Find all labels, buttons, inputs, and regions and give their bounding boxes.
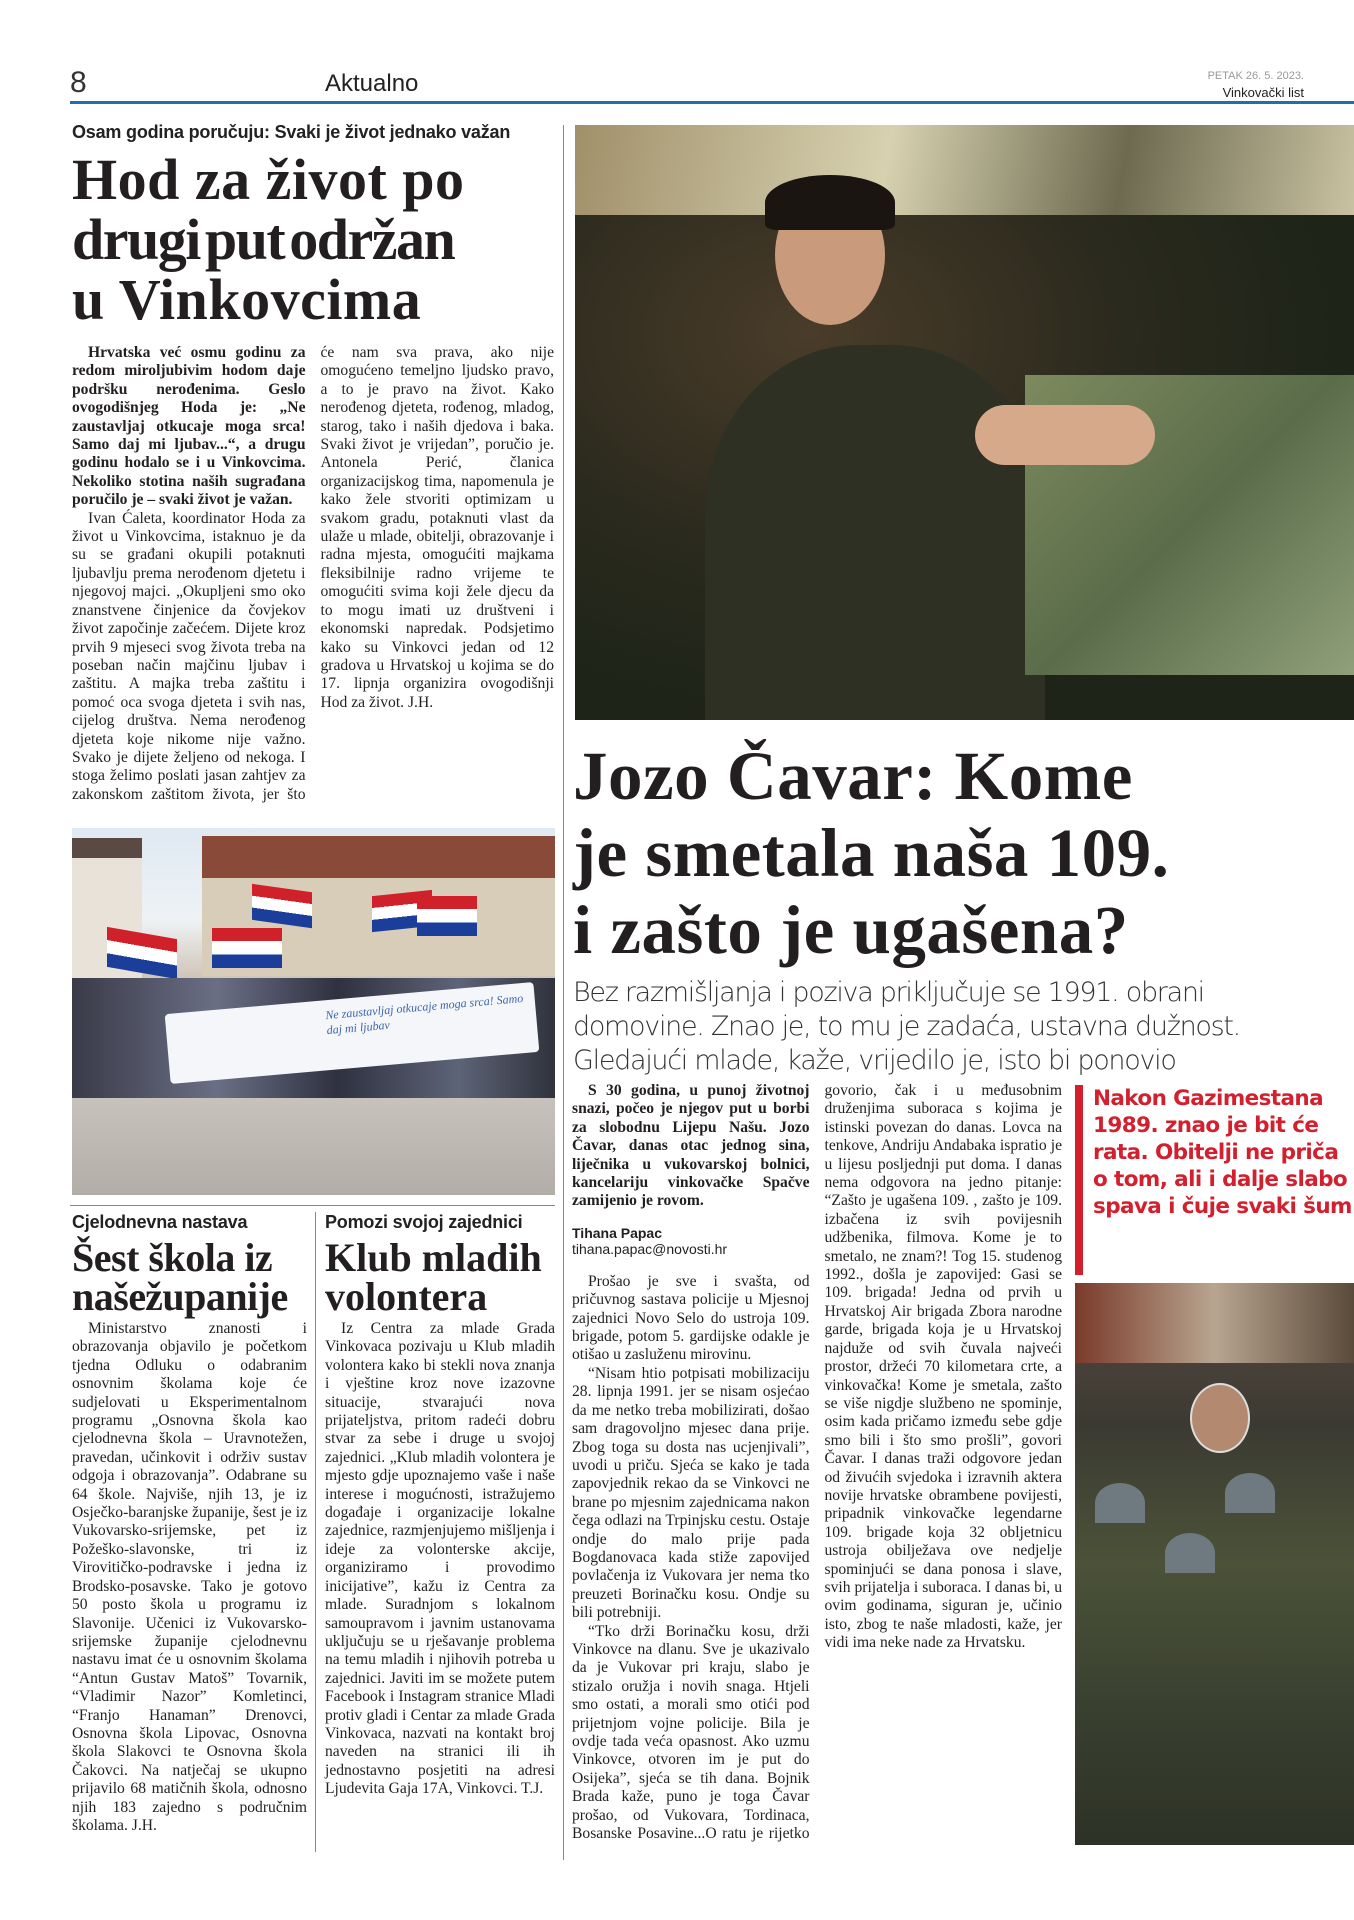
article2-kicker: Cjelodnevna nastava (72, 1212, 248, 1232)
newspaper-name: Vinkovački list (1222, 85, 1304, 100)
headline-line: Jozo Čavar: Kome (573, 738, 1133, 814)
headline-line: Šest škola iz (72, 1235, 273, 1280)
article2-headline (72, 1235, 312, 1319)
brigade-photo (1075, 1283, 1354, 1845)
article4-paragraph: “Tko drži Borinačku kosu, drži Vinkovce na dlanu. Sve je ukazivalo da je Vukovar pri kraju, slabo je stizalo oružja i novih snaga. Htjeli smo ostati, a morali smo otići pod prijetnjom vojne policije. Bila je ovdje tada veća opasnost. Ako uzmu Vinkovce, otvoren im je put do Osijeka”, sjeća se tih dana. Bojnik Brada kaže, puno je toga Čavar prošao, od Vukovara, Tordinaca, Bosanske Posavine...O ratu je rijetko govorio, čak i u međusobnim druženjima suboraca s kojima je istinski povezan do danas. Lovca na tenkove, Andriju Andabaka ispratio je u lijesu posljednji put doma. I danas nema odgovora na jedno pitanje: “Zašto je ugašena 109. , zašto je 109. izbačena iz svih povijesnih udžbenika, filmova. Kome je to smetalo, ne znam?! Tog 15. studenog 1992., došla je zapovijed: Gasi se 109. brigada! Jedna od prvih u Hrvatskoj Air brigada Zbora narodne garde, brigada koja je u Hrvatskoj najduže od svih čuvala najveći prostor, držeći 70 kilometara crte, a vinkovačka! Kome je smetala, zašto se više nigdje službeno ne spominje, osim kada pričamo između sebe gdje smo bili i što smo prošli”, govori Čavar. I danas traži odgovore jedan od živućih svjedoka i izravnih aktera novije hrvatske obrambene povijesti, pripadnik vinkovačke legendarne 109. brigade koja 32 obljetnicu ustroja obilježava ove nedjelje spominjući se dana ponosa i slave, svih prijatelja i suboraca. I danas bi, u ovim godinama, siguran je, učinio isto, zbog te naše mladosti, kaže, jer vidi ima neke nade za Hrvatsku. (572, 1082, 1062, 1843)
article4-subheadline: Bez razmišljanja i poziva priključuje se 1991. obrani domovine. Znao je, to mu je zadaća, ustavna dužnost. Gledajući mlade, kaže, vrijedilo je, isto bi ponovio (573, 977, 1240, 1076)
article2-paragraph: Ministarstvo znanosti i obrazovanja objavilo je početkom tjedna Odluku o odabranim osnovnim školama koje će sudjelovati u Eksperimentalnom programu „Osnovna škola kao cjelodnevna škola – Uravnotežen, pravedan, učinkovit i održiv sustav odgoja i obrazovanja”. Odabrane su 64 škole. Najviše, njih 13, je iz Osječko-baranjske županije, šest je iz Vukovarsko-srijemske, pet iz Požeško-slavonske, tri iz Virovitičko-podravske i jedna iz Brodsko-posavske. Tako je gotovo 50 posto škola u programu iz Slavonije. Učenici iz Vukovarsko-srijemske županije cjelodnevnu nastavu imat će u osnovnim školama “Antun Gustav Matoš” Tovarnik, “Vladimir Nazor” Komletinci, “Franjo Hanaman” Drenovci, Osnovna škola Lipovac, Osnovna škola Slakovci te Osnovna škola Čakovci. Na natječaj se ukupno prijavilo 68 matičnih škola, odnosno njih 183 zajedno s područnim školama. J.H. (72, 1320, 307, 1834)
author-name: Tihana Papac (572, 1224, 663, 1241)
soldier-photo (575, 125, 1354, 720)
headline-line: drugi put održan (72, 207, 455, 272)
march-photo (72, 828, 555, 1195)
article4-paragraph: “Nisam htio potpisati mobilizaciju 28. lipnja 1991. jer se nisam osjećao da me netko treba mobilizirati, došao sam dragovoljno mjesec dana prije. Zbog toga su dosta nas ucjenjivali”, uvodi u priču. Sjeća se kako je tada zapovjednik rekao da se Vinkovci ne brane po mjesnim zajednicama nakon čega odlazi na Trpinjsku cestu. Ostaje ondje do malo prije pada Bogdanovaca kada stiže zapovijed povlačenja iz Vukovara jer nema tko preuzeti Borinačku kosu. Ondje su bili potrebniji. (572, 1364, 810, 1622)
article3-headline (325, 1235, 560, 1319)
article3-paragraph: Iz Centra za mlade Grada Vinkovaca pozivaju u Klub mladih volontera kako bi stekli nova znanja i vještine kroz nove izazovne situacije, stvarajući nova prijateljstva, pritom radeći dobru stvar za sebe i druge u svojoj zajednici. „Klub mladih volontera je mjesto gdje upoznajemo vaše i naše interese i mogućnosti, istražujemo događaje i organizacije lokalne zajednice, razmjenjujemo mišljenja i ideje za volonterske akcije, organiziramo i provodimo inicijative”, kažu iz Centra za mlade. Suradnjom s lokalnom samoupravom i javnim ustanovama uključuju se u rješavanje problema na temu mladih i njihovih potreba u zajednici. Javiti im se možete putem Facebook i Instagram stranice Mladi protiv gladi i Centar za mlade Grada Vinkovaca, nazvati na kontakt broj naveden na stranici ili ih jednostavno posjetiti na adresi Ljudevita Gaja 17A, Vinkovci. T.J. (325, 1320, 555, 1798)
issue-date: PETAK 26. 5. 2023. (1207, 70, 1304, 82)
article4-headline (573, 738, 1354, 969)
article4-lead: S 30 godina, u punoj životnoj snazi, počeo je njegov put u borbi za slobodnu Lijepu Našu. Jozo Čavar, danas otac jednog sina, liječnika u vukovarskoj bolnici, kancelariju vinkovačke Spačve zamijenio je rovom. (572, 1082, 810, 1210)
article1-paragraph: Ivan Ćaleta, koordinator Hoda za život u Vinkovcima, istaknuo je da su se građani okupili potaknuti ljubavlju prema nerođenom djetetu i njegovoj majci. „Okupljeni smo oko znanstvene činjenice da čovjekov život započinje začećem. Dijete kroz prvih 9 mjeseci svog života treba na poseban način majčinu ljubav i zaštitu. A majka treba zaštitu i pomoć oca svoga djeteta i svih nas, cijelog društva. Nema nerođenog djeteta koje nikome nije važno. Svako je dijete željeno od nekoga. I stoga želimo poslati jasan zahtjev za zakonskom zaštitom života, jer što će nam sva prava, ako nije omogućeno temeljno ljudsko pravo, a to je pravo na život. Kako nerođenog djeteta, rođenog, mladog, starog, tako i naših djedova i baka. Svaki život je vrijedan”, poručio je. Antonela Perić, članica organizacijskog tima, napomenula je kako žele stvoriti optimizam u svakom gradu, potaknuti vlast da ulaže u mlade, obitelji, obrazovanje i radna mjesta, omogućiti majkama fleksibilnije radno vrijeme te omogućiti svima koji žele djecu da to mogu imati uz društveni i ekonomski napredak. Podsjetimo kako su Vinkovci jedan od 12 gradova u Hrvatskoj u kojima se do 17. lipnja organizira ovogodišnji Hod za život. J.H. (72, 344, 554, 803)
page-number: 8 (70, 66, 87, 99)
article4-body (572, 1082, 1062, 1852)
headline-line: i zašto je ugašena? (573, 892, 1129, 968)
article1-kicker: Osam godina poručuju: Svaki je život jednako važan (72, 122, 511, 142)
article4-paragraph: Prošao je sve i svašta, od pričuvnog sastava policije u Mjesnoj zajednici Novo Selo do ustroja 109. brigade, potom 5. gardijske odakle je otišao u zasluženu mirovinu. (572, 1272, 810, 1364)
column-divider (315, 1212, 316, 1852)
pull-quote: Nakon Gazimestana 1989. znao je bit će rata. Obitelji ne priča o tom, ali i dalje slabo spava i čuje svaki šum (1075, 1085, 1354, 1275)
headline-line: u Vinkovcima (72, 267, 422, 332)
article3-kicker: Pomozi svojoj zajednici (325, 1212, 523, 1232)
column-divider (563, 125, 564, 1860)
article1-headline (72, 147, 562, 332)
article3-body (325, 1320, 555, 1799)
headline-line: volontera (325, 1274, 488, 1319)
article2-body (72, 1320, 307, 1835)
article1-lead: Hrvatska već osmu godinu za redom miroljubivim hodom daje podršku nerođenima. Geslo ovogodišnjeg Hoda je: „Ne zaustavljaj otkucaje moga srca! Samo daj mi ljubav...“, a drugu godinu hodalo se i u Vinkovcima. Nekoliko stotina naših sugrađana poručilo je – svaki život je važan. (72, 344, 306, 509)
section-title: Aktualno (325, 70, 419, 97)
march-banner: Ne zaustavljaj otkucaje moga srca! Samo daj mi ljubav (165, 982, 540, 1084)
headline-line: Hod za život po (72, 147, 465, 212)
headline-line: je smetala naša 109. (573, 815, 1170, 891)
author-email[interactable]: tihana.papac@novosti.hr (572, 1240, 728, 1257)
headline-line: Klub mladih (325, 1235, 542, 1280)
article-divider (70, 1205, 555, 1206)
headline-line: naše županije (72, 1274, 288, 1319)
header-rule (70, 101, 1354, 104)
article1-body (72, 344, 554, 822)
